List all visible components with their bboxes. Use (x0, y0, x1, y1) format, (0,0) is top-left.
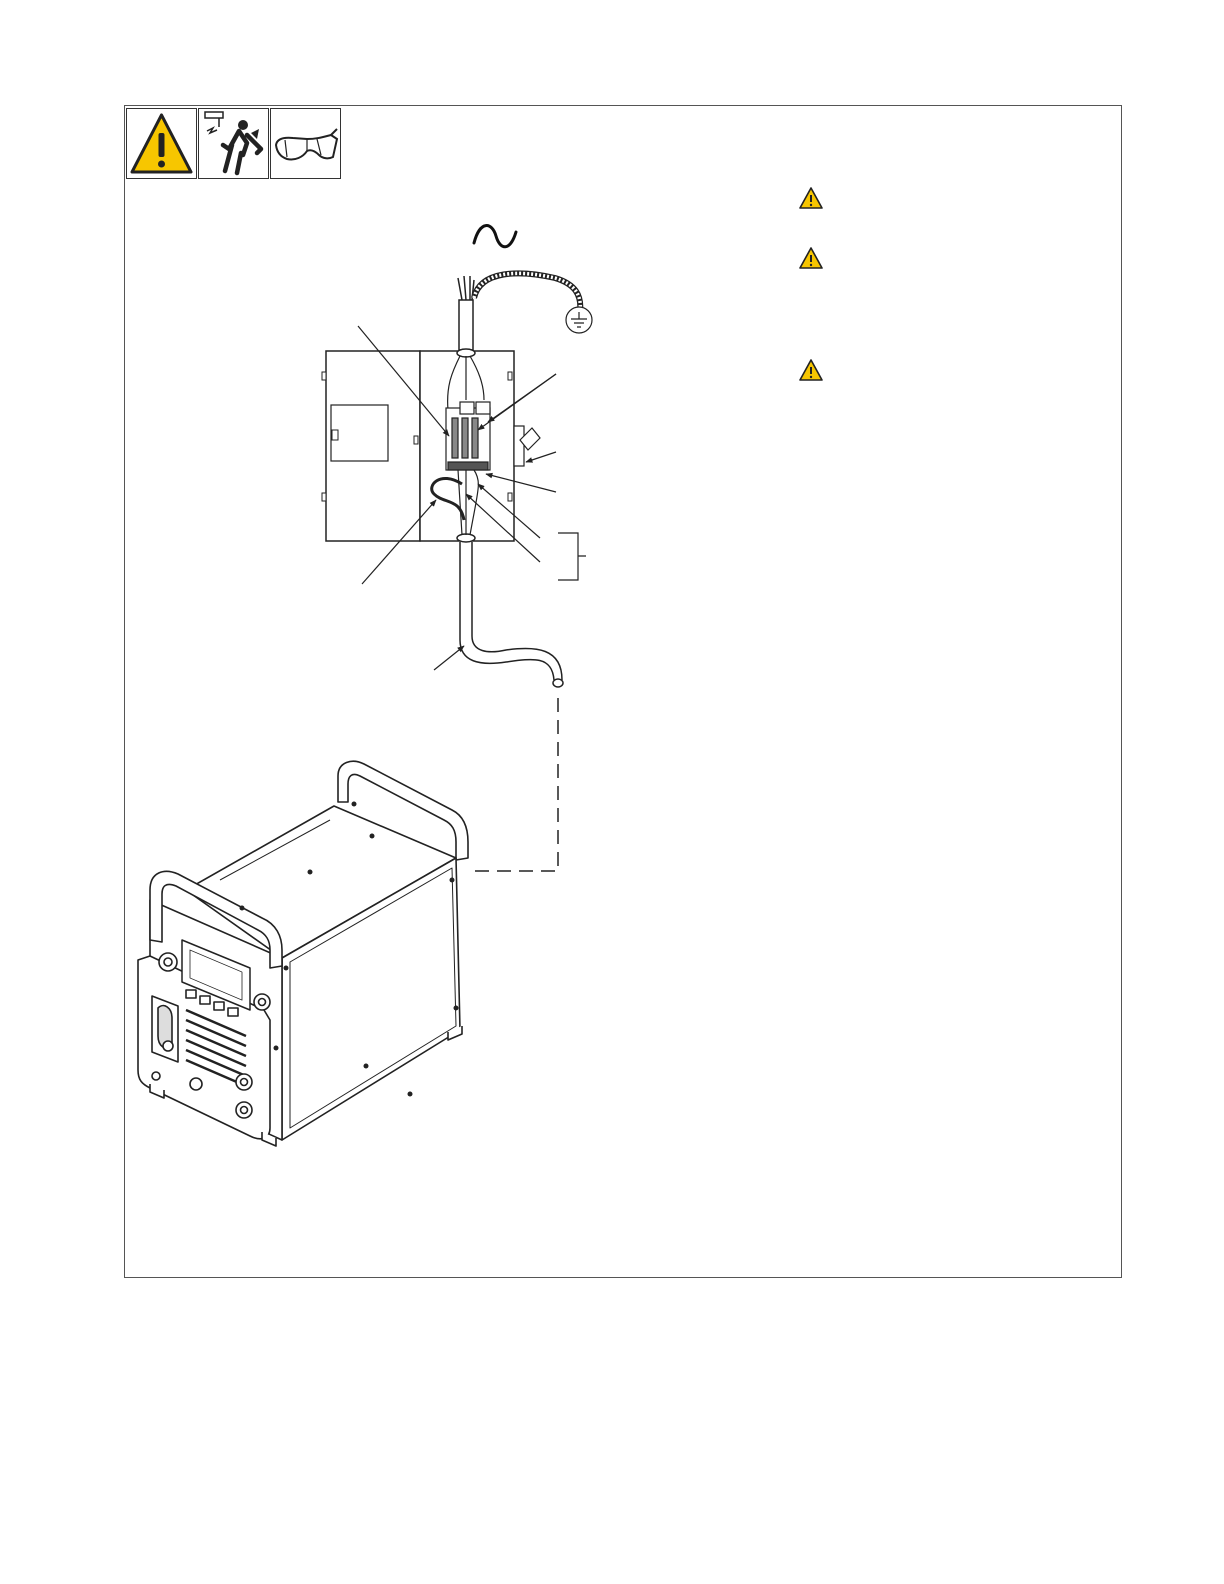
ac-symbol (474, 226, 516, 247)
welding-power-source (138, 761, 468, 1146)
disconnect-handle (514, 426, 540, 466)
dashed-connection (474, 698, 558, 871)
fuses (446, 402, 490, 470)
input-conductors (458, 276, 474, 350)
bracket (558, 533, 586, 580)
ground-symbol (566, 307, 592, 333)
ground-conductor (474, 273, 580, 312)
power-cord (460, 542, 563, 687)
